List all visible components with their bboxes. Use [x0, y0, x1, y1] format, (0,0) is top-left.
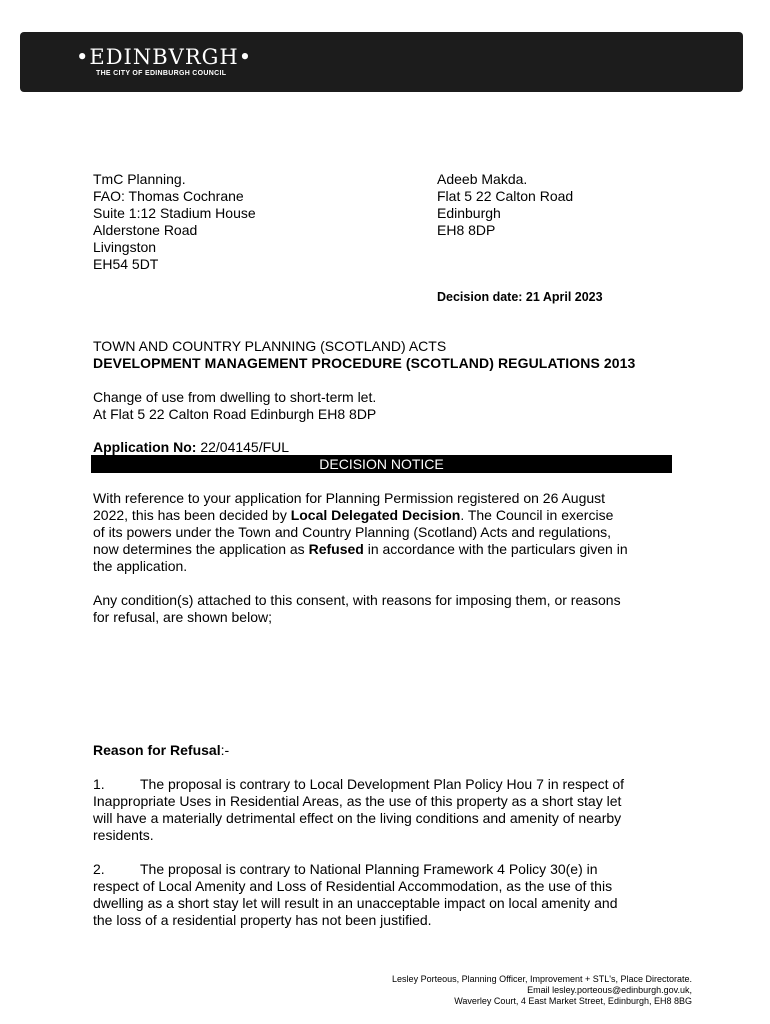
regulations-title: DEVELOPMENT MANAGEMENT PROCEDURE (SCOTLAND) REGULATIONS 2013 — [93, 355, 636, 371]
refusal-reason-2 — [93, 861, 693, 929]
applicant-address-line: Adeeb Makda. — [437, 171, 528, 187]
application-number-label: Application No: — [93, 439, 197, 455]
applicant-address-line: Flat 5 22 Calton Road — [437, 188, 574, 204]
reason-text: The proposal is contrary to Local Development Plan Policy Hou 7 in respect of — [140, 776, 625, 792]
proposal-line: At Flat 5 22 Calton Road Edinburgh EH8 8DP — [93, 406, 377, 422]
agent-address — [93, 171, 256, 273]
decision-notice-banner: DECISION NOTICE — [91, 455, 672, 473]
agent-address-line: Livingston — [93, 239, 157, 255]
reason-line: will have a materially detrimental effect on the living conditions and amenity of nearby — [93, 810, 622, 826]
decision-outcome: Refused — [308, 541, 364, 557]
intro-text: now determines the application as — [93, 541, 309, 557]
intro-line — [93, 507, 693, 524]
applicant-address-line: Edinburgh — [437, 205, 501, 221]
council-logo: •EDINBVRGH• — [76, 45, 253, 69]
refusal-reason-1 — [93, 776, 693, 844]
council-logo-subtitle: THE CITY OF EDINBURGH COUNCIL — [96, 70, 227, 77]
conditions-paragraph — [93, 592, 693, 626]
proposal-description — [93, 389, 693, 423]
refusal-heading-text: Reason for Refusal — [93, 742, 221, 758]
decision-type: Local Delegated Decision — [290, 507, 461, 523]
agent-address-line: Suite 1:12 Stadium House — [93, 205, 256, 221]
application-number-value: 22/04145/FUL — [200, 439, 290, 455]
reason-number: 1. — [93, 776, 105, 792]
refusal-heading-suffix: :- — [220, 742, 230, 758]
intro-text: . The Council in exercise — [460, 507, 614, 523]
refusal-heading — [93, 742, 229, 759]
acts-title: TOWN AND COUNTRY PLANNING (SCOTLAND) ACTS — [93, 338, 447, 354]
intro-text: 2022, this has been decided by — [93, 507, 291, 523]
reason-line: respect of Local Amenity and Loss of Residential Accommodation, as the use of this — [93, 878, 613, 894]
reason-number: 2. — [93, 861, 105, 877]
reason-line: Inappropriate Uses in Residential Areas, as the use of this property as a short stay let — [93, 793, 622, 809]
conditions-line: Any condition(s) attached to this consent, with reasons for imposing them, or reasons — [93, 592, 621, 608]
footer-line: Waverley Court, 4 East Market Street, Edinburgh, EH8 8BG — [454, 996, 692, 1006]
intro-line: of its powers under the Town and Country Planning (Scotland) Acts and regulations, — [93, 524, 612, 540]
agent-address-line: FAO: Thomas Cochrane — [93, 188, 244, 204]
intro-line — [93, 541, 693, 558]
footer-line: Lesley Porteous, Planning Officer, Improvement + STL's, Place Directorate. — [392, 974, 692, 984]
proposal-line: Change of use from dwelling to short-term let. — [93, 389, 377, 405]
intro-text: in accordance with the particulars given in — [363, 541, 628, 557]
reason-line — [93, 861, 693, 878]
decision-date: Decision date: 21 April 2023 — [437, 290, 603, 304]
intro-line: the application. — [93, 558, 188, 574]
officer-contact-footer — [392, 974, 692, 1007]
applicant-address — [437, 171, 573, 239]
reason-line: dwelling as a short stay let will result in an unacceptable impact on local amenity and — [93, 895, 618, 911]
intro-line: With reference to your application for Planning Permission registered on 26 August — [93, 490, 606, 506]
conditions-line: for refusal, are shown below; — [93, 609, 272, 625]
agent-address-line: EH54 5DT — [93, 256, 159, 272]
applicant-address-line: EH8 8DP — [437, 222, 496, 238]
council-header-bar — [20, 32, 743, 92]
agent-address-line: Alderstone Road — [93, 222, 198, 238]
reason-line: residents. — [93, 827, 154, 843]
footer-email: Email lesley.porteous@edinburgh.gov.uk, — [527, 985, 692, 995]
intro-paragraph — [93, 490, 693, 575]
application-number — [93, 439, 289, 456]
agent-address-line: TmC Planning. — [93, 171, 186, 187]
reason-line: the loss of a residential property has not been justified. — [93, 912, 432, 928]
reason-text: The proposal is contrary to National Planning Framework 4 Policy 30(e) in — [140, 861, 598, 877]
reason-line — [93, 776, 693, 793]
